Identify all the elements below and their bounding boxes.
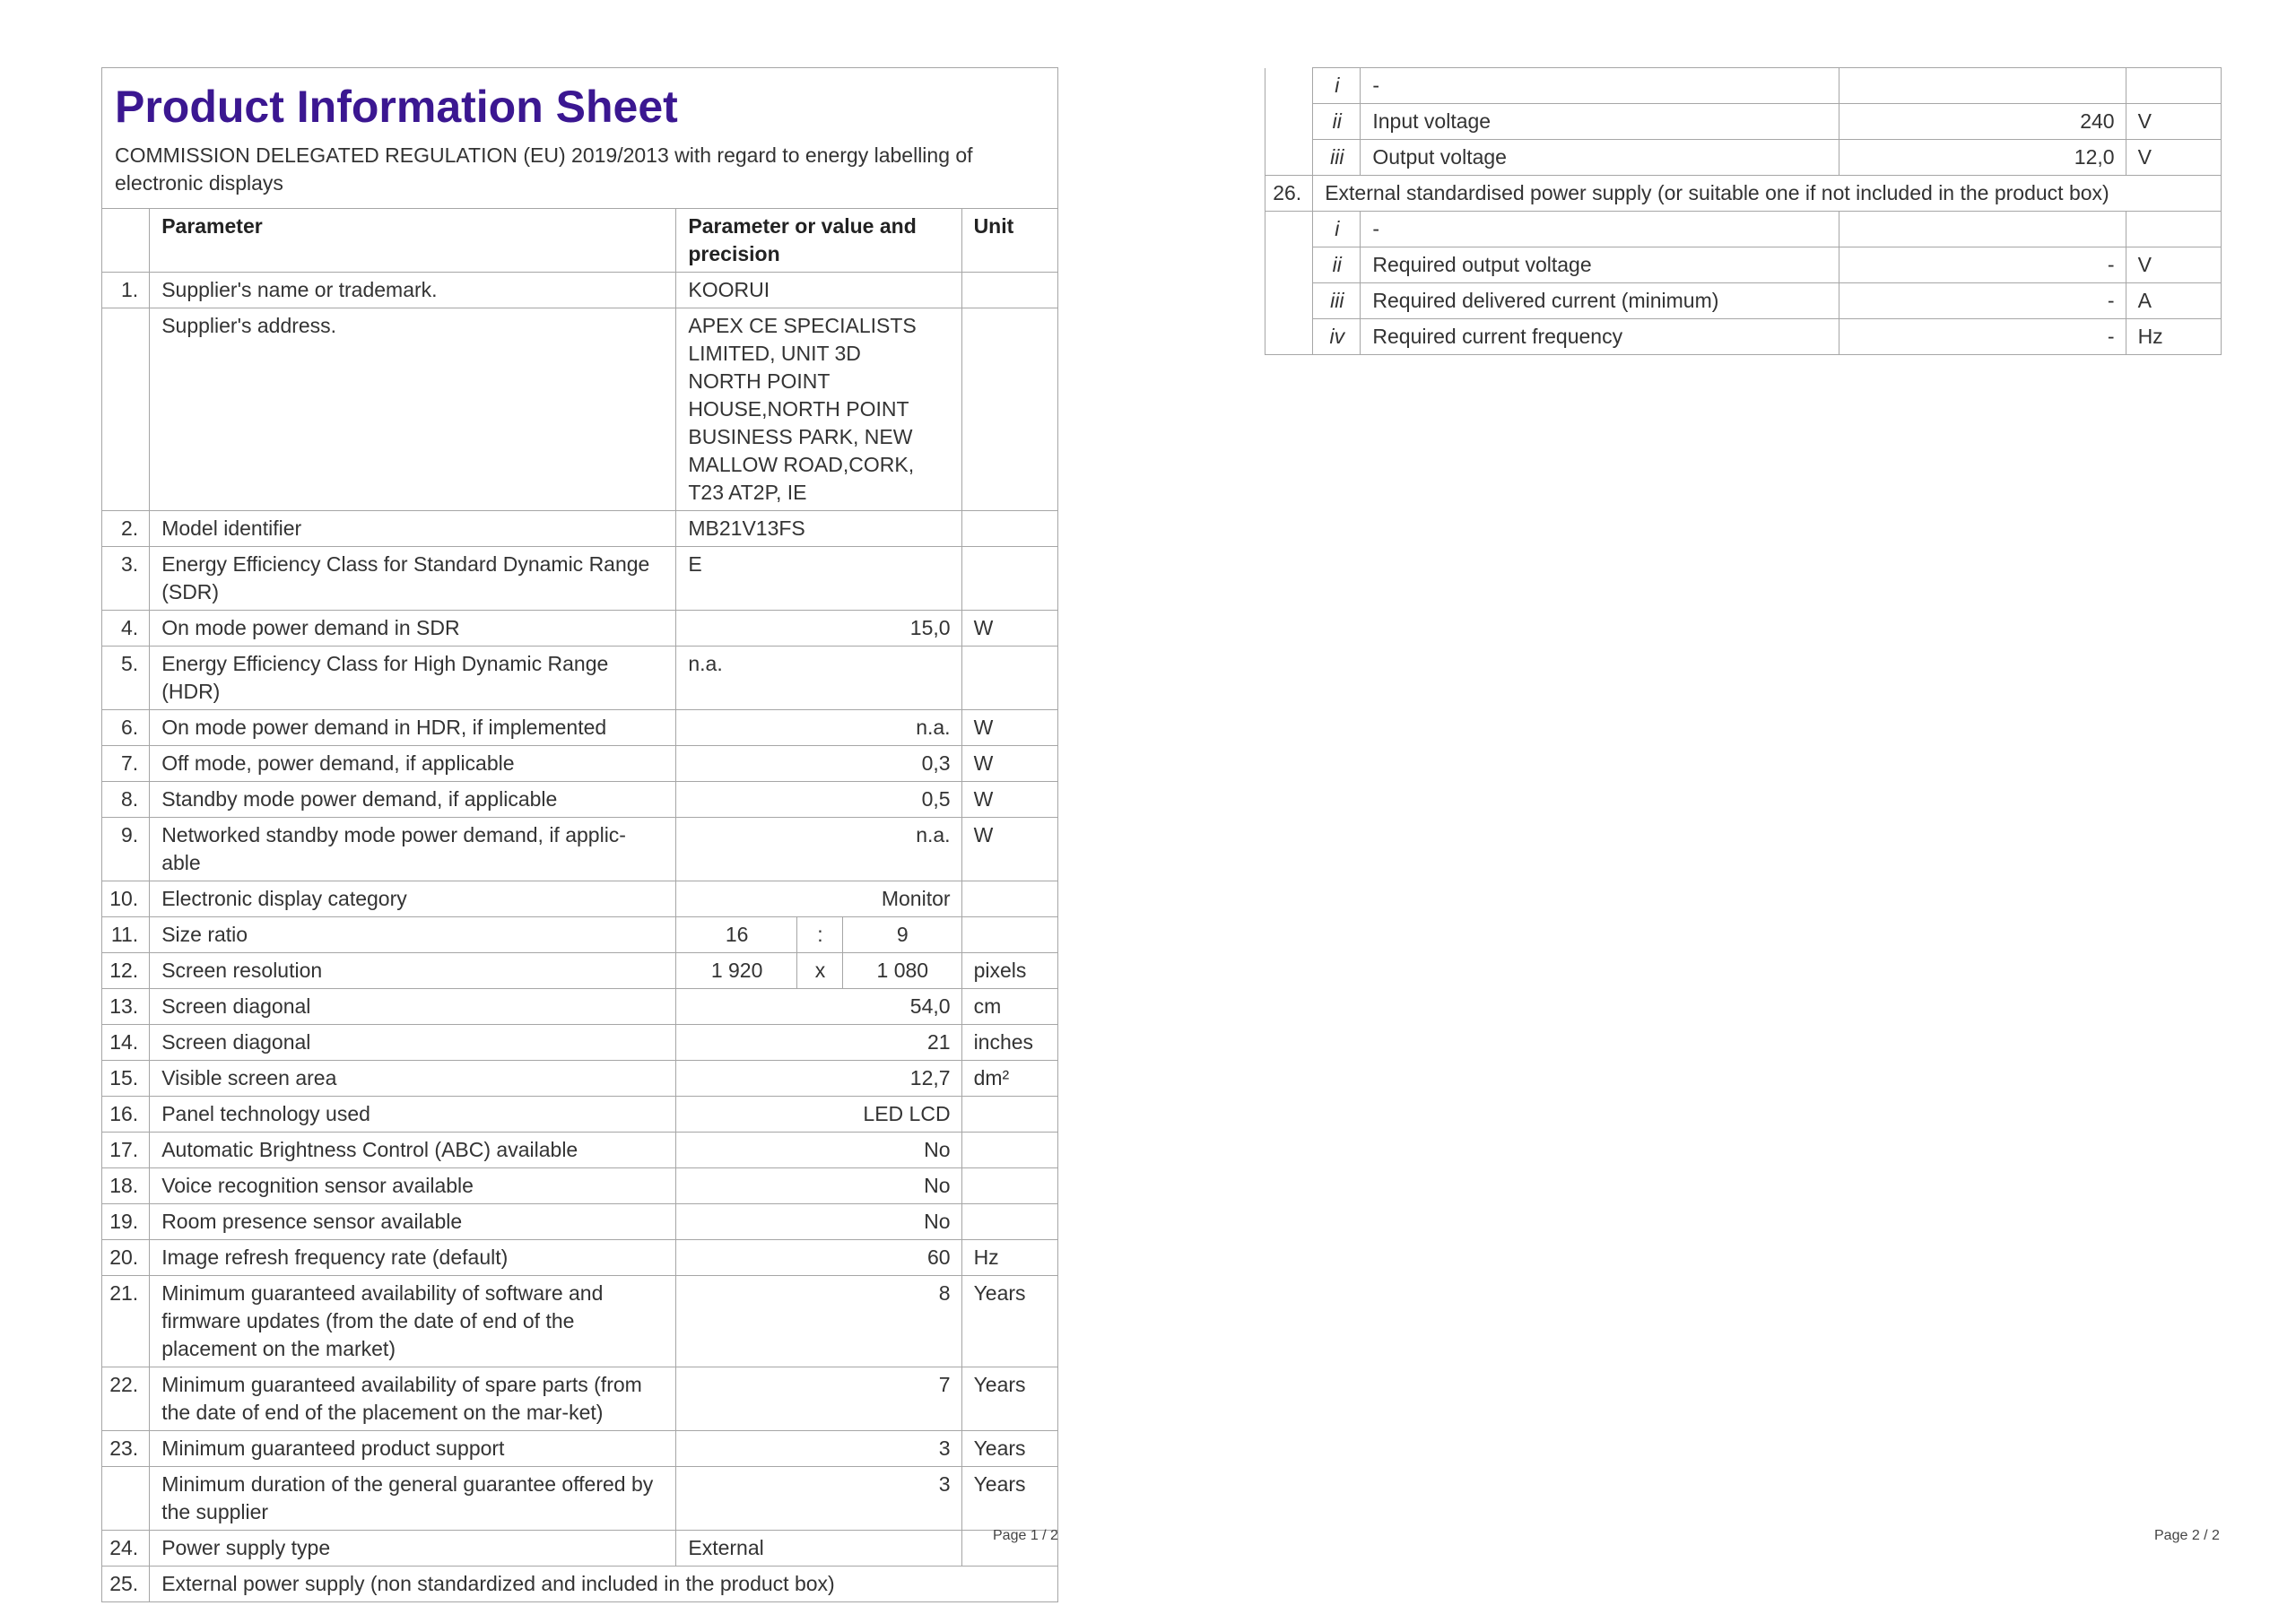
row-param: Minimum guaranteed availability of software and firmware updates (from the date of end of the placement on the market): [150, 1276, 676, 1367]
row-param: Automatic Brightness Control (ABC) available: [150, 1133, 676, 1168]
row-unit: Hz: [2126, 319, 2221, 355]
table-row: [102, 746, 1058, 782]
row-num: [1265, 212, 1313, 247]
table-row: [102, 818, 1058, 881]
row-unit: [961, 917, 1057, 953]
row-num: [1265, 283, 1313, 319]
row-unit: W: [961, 818, 1057, 881]
ratio-separator: :: [796, 917, 842, 953]
row-value: No: [676, 1133, 961, 1168]
row-unit: [2126, 212, 2221, 247]
table-row: [102, 710, 1058, 746]
row-param: Visible screen area: [150, 1061, 676, 1097]
row-param: Size ratio: [150, 917, 676, 953]
row-text: Input voltage: [1361, 104, 1839, 140]
row-unit: [961, 1133, 1057, 1168]
table-row: [102, 1240, 1058, 1276]
row-value: [1839, 212, 2126, 247]
table-row: [102, 1061, 1058, 1097]
regulation-subtitle: COMMISSION DELEGATED REGULATION (EU) 2019/2013 with regard to energy labelling of electronic displays: [115, 143, 973, 195]
row-num: 21.: [102, 1276, 150, 1367]
row-value: 3: [676, 1431, 961, 1467]
row-param: Supplier's address.: [150, 308, 676, 511]
table-row: [102, 917, 1058, 953]
table-row: [102, 611, 1058, 647]
row-section-title: External standardised power supply (or suitable one if not included in the product box): [1313, 176, 2222, 212]
row-num: 1.: [102, 273, 150, 308]
table-row: [102, 547, 1058, 611]
row-num: 15.: [102, 1061, 150, 1097]
table-row: [102, 647, 1058, 710]
row-num: 13.: [102, 989, 150, 1025]
row-value: External: [676, 1531, 961, 1567]
row-num: 16.: [102, 1097, 150, 1133]
row-num: [1265, 68, 1313, 104]
row-value: No: [676, 1204, 961, 1240]
row-param: Minimum duration of the general guarantee offered by the supplier: [150, 1467, 676, 1531]
ratio-height: 9: [843, 917, 962, 953]
row-param: Screen diagonal: [150, 1025, 676, 1061]
row-num: 8.: [102, 782, 150, 818]
sub-num: iii: [1313, 140, 1361, 176]
row-value: E: [676, 547, 961, 611]
row-unit: pixels: [961, 953, 1057, 989]
table-row: [102, 953, 1058, 989]
table-row: [102, 1168, 1058, 1204]
row-value: n.a.: [676, 647, 961, 710]
table-row: [102, 782, 1058, 818]
page-2: [1265, 67, 2222, 355]
row-param: Image refresh frequency rate (default): [150, 1240, 676, 1276]
header-unit: Unit: [961, 209, 1057, 273]
table-row: [102, 881, 1058, 917]
row-unit: Years: [961, 1276, 1057, 1367]
row-unit: Years: [961, 1467, 1057, 1531]
row-unit: W: [961, 746, 1057, 782]
row-unit: W: [961, 782, 1057, 818]
row-value: 54,0: [676, 989, 961, 1025]
table-row: [102, 989, 1058, 1025]
row-text: -: [1361, 68, 1839, 104]
table-row: [102, 1204, 1058, 1240]
row-num: 24.: [102, 1531, 150, 1567]
row-value: n.a.: [676, 818, 961, 881]
row-num: 22.: [102, 1367, 150, 1431]
row-text: Output voltage: [1361, 140, 1839, 176]
sub-num: iv: [1313, 319, 1361, 355]
row-param: Screen resolution: [150, 953, 676, 989]
row-text: Required current frequency: [1361, 319, 1839, 355]
row-num: 7.: [102, 746, 150, 782]
table-row: [102, 1133, 1058, 1168]
table-row: [102, 1567, 1058, 1602]
row-param: Power supply type: [150, 1531, 676, 1567]
product-info-table: [101, 208, 1058, 1602]
row-unit: [961, 308, 1057, 511]
table-row: [102, 1367, 1058, 1431]
row-num: 19.: [102, 1204, 150, 1240]
row-unit: cm: [961, 989, 1057, 1025]
row-param: Voice recognition sensor available: [150, 1168, 676, 1204]
header-num: [102, 209, 150, 273]
row-value: [1839, 68, 2126, 104]
row-param: On mode power demand in SDR: [150, 611, 676, 647]
row-num: 14.: [102, 1025, 150, 1061]
row-num: [1265, 104, 1313, 140]
table-row: [102, 1467, 1058, 1531]
power-supply-table: [1265, 67, 2222, 355]
row-param: Energy Efficiency Class for High Dynamic Range (HDR): [150, 647, 676, 710]
row-value: 240: [1839, 104, 2126, 140]
row-unit: [961, 273, 1057, 308]
title-box: [101, 67, 1058, 208]
row-value: 7: [676, 1367, 961, 1431]
page-1: [101, 67, 1058, 1602]
row-unit: [961, 647, 1057, 710]
sub-num: i: [1313, 212, 1361, 247]
row-value: 15,0: [676, 611, 961, 647]
row-unit: [961, 881, 1057, 917]
row-unit: W: [961, 611, 1057, 647]
row-param: On mode power demand in HDR, if implemented: [150, 710, 676, 746]
row-value: MB21V13FS: [676, 511, 961, 547]
row-num: 18.: [102, 1168, 150, 1204]
row-unit: inches: [961, 1025, 1057, 1061]
table-row: [102, 1025, 1058, 1061]
row-unit: Hz: [961, 1240, 1057, 1276]
row-num: 12.: [102, 953, 150, 989]
row-unit: dm²: [961, 1061, 1057, 1097]
row-param: Minimum guaranteed product support: [150, 1431, 676, 1467]
sub-num: i: [1313, 68, 1361, 104]
row-num: [102, 1467, 150, 1531]
table-row: [1265, 68, 2222, 104]
row-unit: W: [961, 710, 1057, 746]
row-param: Supplier's name or trademark.: [150, 273, 676, 308]
row-num: 9.: [102, 818, 150, 881]
row-value: 12,0: [1839, 140, 2126, 176]
row-unit: V: [2126, 104, 2221, 140]
resolution-width: 1 920: [676, 953, 797, 989]
row-text: -: [1361, 212, 1839, 247]
row-unit: [961, 1097, 1057, 1133]
table-header: [102, 209, 1058, 273]
row-unit: [2126, 68, 2221, 104]
row-num: 25.: [102, 1567, 150, 1602]
row-num: [1265, 247, 1313, 283]
table-row: [1265, 212, 2222, 247]
page-title: Product Information Sheet: [115, 82, 678, 132]
row-unit: A: [2126, 283, 2221, 319]
ratio-width: 16: [676, 917, 797, 953]
table-row: [1265, 283, 2222, 319]
row-num: 10.: [102, 881, 150, 917]
table-row: [1265, 104, 2222, 140]
resolution-height: 1 080: [843, 953, 962, 989]
row-value: -: [1839, 283, 2126, 319]
row-param: Model identifier: [150, 511, 676, 547]
row-value: n.a.: [676, 710, 961, 746]
resolution-separator: x: [796, 953, 842, 989]
table-row: [102, 1276, 1058, 1367]
table-row: [1265, 319, 2222, 355]
row-param: Standby mode power demand, if applicable: [150, 782, 676, 818]
row-value: KOORUI: [676, 273, 961, 308]
row-value: 8: [676, 1276, 961, 1367]
row-value: Monitor: [676, 881, 961, 917]
row-value: LED LCD: [676, 1097, 961, 1133]
row-num: [1265, 140, 1313, 176]
row-num: [102, 308, 150, 511]
row-param: Off mode, power demand, if applicable: [150, 746, 676, 782]
row-unit: [961, 547, 1057, 611]
sub-num: ii: [1313, 104, 1361, 140]
row-value: 12,7: [676, 1061, 961, 1097]
table-row: [1265, 247, 2222, 283]
table-row: [102, 511, 1058, 547]
header-parameter: Parameter: [150, 209, 676, 273]
table-row: [102, 1431, 1058, 1467]
row-num: 20.: [102, 1240, 150, 1276]
table-row: [102, 273, 1058, 308]
row-num: [1265, 319, 1313, 355]
row-section-title: External power supply (non standardized and included in the product box): [150, 1567, 1058, 1602]
row-value: -: [1839, 319, 2126, 355]
row-num: 6.: [102, 710, 150, 746]
row-param: Electronic display category: [150, 881, 676, 917]
row-value: 3: [676, 1467, 961, 1531]
row-param: Screen diagonal: [150, 989, 676, 1025]
table-row: [1265, 176, 2222, 212]
row-param: Room presence sensor available: [150, 1204, 676, 1240]
page-number-1: Page 1 / 2: [993, 1528, 1058, 1543]
sub-num: iii: [1313, 283, 1361, 319]
table-row: [1265, 140, 2222, 176]
row-num: 2.: [102, 511, 150, 547]
row-num: 23.: [102, 1431, 150, 1467]
row-value: 0,5: [676, 782, 961, 818]
row-unit: V: [2126, 140, 2221, 176]
row-num: 4.: [102, 611, 150, 647]
row-value: APEX CE SPECIALISTS LIMITED, UNIT 3D NORTH POINT HOUSE,NORTH POINT BUSINESS PARK, NEW MALLOW ROAD,CORK, T23 AT2P, IE: [676, 308, 961, 511]
row-value: 21: [676, 1025, 961, 1061]
row-param: Panel technology used: [150, 1097, 676, 1133]
row-value: 0,3: [676, 746, 961, 782]
row-num: 26.: [1265, 176, 1313, 212]
row-unit: [961, 1168, 1057, 1204]
row-text: Required delivered current (minimum): [1361, 283, 1839, 319]
row-param: Minimum guaranteed availability of spare parts (from the date of end of the placement on the mar-ket): [150, 1367, 676, 1431]
row-unit: [961, 1204, 1057, 1240]
table-row: [102, 1097, 1058, 1133]
row-unit: Years: [961, 1367, 1057, 1431]
row-num: 5.: [102, 647, 150, 710]
row-value: 60: [676, 1240, 961, 1276]
row-num: 11.: [102, 917, 150, 953]
header-value: Parameter or value and precision: [676, 209, 961, 273]
row-param: Energy Efficiency Class for Standard Dynamic Range (SDR): [150, 547, 676, 611]
row-unit: [961, 511, 1057, 547]
row-num: 17.: [102, 1133, 150, 1168]
table-row: [102, 1531, 1058, 1567]
row-param: Networked standby mode power demand, if applic-able: [150, 818, 676, 881]
row-value: No: [676, 1168, 961, 1204]
table-row: [102, 308, 1058, 511]
row-num: 3.: [102, 547, 150, 611]
row-text: Required output voltage: [1361, 247, 1839, 283]
row-unit: V: [2126, 247, 2221, 283]
page-number-2: Page 2 / 2: [2154, 1528, 2220, 1543]
row-value: -: [1839, 247, 2126, 283]
row-unit: Years: [961, 1431, 1057, 1467]
sub-num: ii: [1313, 247, 1361, 283]
